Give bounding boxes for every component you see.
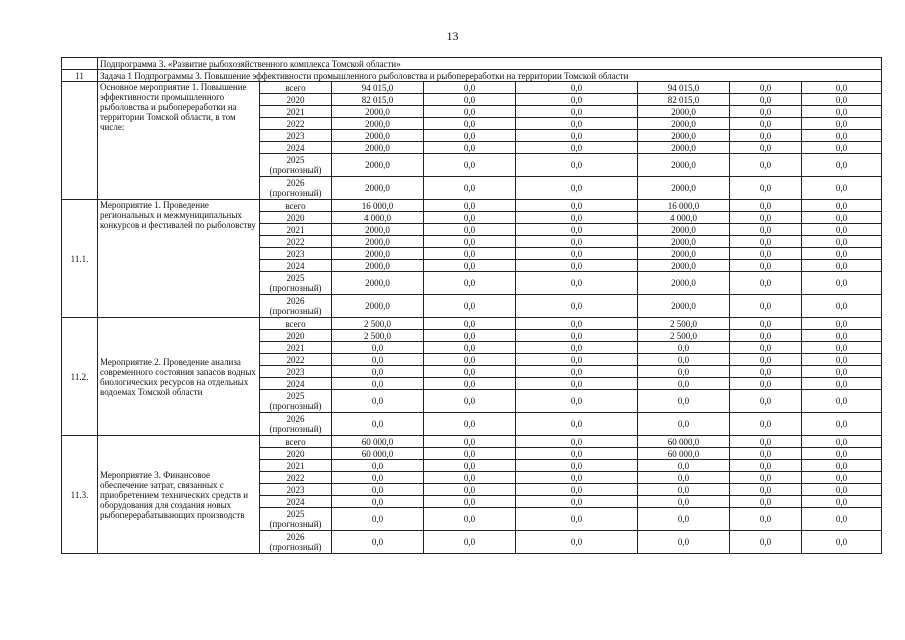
- period-cell: 2023: [260, 366, 332, 378]
- amount-cell: 0,0: [424, 212, 516, 224]
- amount-cell: 60 000,0: [332, 436, 424, 448]
- amount-cell: 2000,0: [638, 130, 730, 142]
- amount-cell: 2000,0: [332, 272, 424, 295]
- amount-cell: 0,0: [424, 390, 516, 413]
- period-cell: всего: [260, 318, 332, 330]
- amount-cell: 0,0: [516, 154, 638, 177]
- amount-cell: 2000,0: [638, 177, 730, 200]
- amount-cell: 0,0: [802, 496, 882, 508]
- period-cell: 2026 (прогнозный): [260, 531, 332, 554]
- amount-cell: 2000,0: [638, 142, 730, 154]
- amount-cell: 0,0: [424, 130, 516, 142]
- amount-cell: 0,0: [730, 272, 802, 295]
- period-cell: 2025 (прогнозный): [260, 272, 332, 295]
- amount-cell: 0,0: [730, 448, 802, 460]
- block-title: Мероприятие 3. Финансовое обеспечение затрат, связанных с приобретением технических средств и оборудования для создания новых рыбоперерабатывающих производств: [98, 436, 260, 554]
- amount-cell: 0,0: [332, 354, 424, 366]
- amount-cell: 2000,0: [638, 272, 730, 295]
- amount-cell: 0,0: [424, 248, 516, 260]
- period-cell: 2024: [260, 260, 332, 272]
- block-title: Мероприятие 2. Проведение анализа современного состояния запасов водных биологических ресурсов на отдельных водоемах Томской области: [98, 318, 260, 436]
- amount-cell: 60 000,0: [638, 448, 730, 460]
- amount-cell: 0,0: [730, 436, 802, 448]
- amount-cell: 0,0: [802, 378, 882, 390]
- amount-cell: 0,0: [730, 212, 802, 224]
- amount-cell: 0,0: [730, 378, 802, 390]
- amount-cell: 0,0: [516, 130, 638, 142]
- table-row: [62, 436, 882, 448]
- period-cell: 2022: [260, 472, 332, 484]
- amount-cell: 0,0: [802, 436, 882, 448]
- amount-cell: 0,0: [516, 378, 638, 390]
- amount-cell: 0,0: [516, 484, 638, 496]
- amount-cell: 0,0: [516, 142, 638, 154]
- amount-cell: 0,0: [516, 318, 638, 330]
- period-cell: 2020: [260, 94, 332, 106]
- amount-cell: 0,0: [424, 330, 516, 342]
- amount-cell: 0,0: [730, 390, 802, 413]
- amount-cell: 0,0: [730, 260, 802, 272]
- amount-cell: 0,0: [332, 460, 424, 472]
- amount-cell: 0,0: [516, 177, 638, 200]
- amount-cell: 0,0: [730, 342, 802, 354]
- amount-cell: 0,0: [802, 484, 882, 496]
- amount-cell: 2000,0: [638, 154, 730, 177]
- period-cell: 2021: [260, 224, 332, 236]
- period-cell: 2020: [260, 330, 332, 342]
- table-row: [62, 200, 882, 212]
- amount-cell: 0,0: [424, 142, 516, 154]
- amount-cell: 16 000,0: [332, 200, 424, 212]
- amount-cell: 0,0: [516, 460, 638, 472]
- amount-cell: 0,0: [332, 508, 424, 531]
- amount-cell: 82 015,0: [638, 94, 730, 106]
- amount-cell: 0,0: [802, 260, 882, 272]
- amount-cell: 0,0: [802, 390, 882, 413]
- amount-cell: 0,0: [730, 484, 802, 496]
- amount-cell: 0,0: [730, 236, 802, 248]
- amount-cell: 0,0: [638, 342, 730, 354]
- period-cell: 2023: [260, 130, 332, 142]
- amount-cell: 2 500,0: [332, 330, 424, 342]
- amount-cell: 0,0: [516, 295, 638, 318]
- amount-cell: 0,0: [730, 472, 802, 484]
- amount-cell: 0,0: [424, 496, 516, 508]
- block-number: 11.1.: [62, 200, 98, 318]
- block-title: Мероприятие 1. Проведение региональных и межмуниципальных конкурсов и фестивалей по рыболовству: [98, 200, 260, 318]
- amount-cell: 0,0: [730, 154, 802, 177]
- amount-cell: 0,0: [638, 366, 730, 378]
- amount-cell: 2000,0: [638, 236, 730, 248]
- amount-cell: 0,0: [730, 508, 802, 531]
- amount-cell: 0,0: [802, 224, 882, 236]
- amount-cell: 0,0: [730, 94, 802, 106]
- amount-cell: 0,0: [802, 106, 882, 118]
- amount-cell: 0,0: [802, 460, 882, 472]
- amount-cell: 0,0: [730, 130, 802, 142]
- period-cell: 2023: [260, 248, 332, 260]
- period-cell: 2025 (прогнозный): [260, 154, 332, 177]
- amount-cell: 0,0: [802, 448, 882, 460]
- period-cell: 2026 (прогнозный): [260, 413, 332, 436]
- task-title: Задача 1 Подпрограммы 3. Повышение эффективности промышленного рыболовства и рыбопереработки на территории Томской области: [98, 70, 882, 82]
- amount-cell: 0,0: [424, 508, 516, 531]
- amount-cell: 0,0: [730, 118, 802, 130]
- period-cell: 2024: [260, 142, 332, 154]
- amount-cell: 2000,0: [638, 295, 730, 318]
- amount-cell: 0,0: [802, 248, 882, 260]
- amount-cell: 0,0: [802, 330, 882, 342]
- period-cell: 2022: [260, 354, 332, 366]
- amount-cell: 2000,0: [332, 106, 424, 118]
- amount-cell: 0,0: [516, 508, 638, 531]
- amount-cell: 0,0: [516, 354, 638, 366]
- amount-cell: 0,0: [802, 272, 882, 295]
- amount-cell: 0,0: [516, 330, 638, 342]
- amount-cell: 0,0: [424, 236, 516, 248]
- amount-cell: 0,0: [424, 366, 516, 378]
- amount-cell: 0,0: [638, 484, 730, 496]
- amount-cell: 4 000,0: [332, 212, 424, 224]
- period-cell: 2023: [260, 484, 332, 496]
- period-cell: всего: [260, 436, 332, 448]
- amount-cell: 0,0: [638, 413, 730, 436]
- amount-cell: 0,0: [802, 177, 882, 200]
- amount-cell: 0,0: [730, 224, 802, 236]
- amount-cell: 0,0: [638, 496, 730, 508]
- period-cell: 2021: [260, 460, 332, 472]
- amount-cell: 0,0: [802, 82, 882, 94]
- amount-cell: 16 000,0: [638, 200, 730, 212]
- amount-cell: 0,0: [730, 354, 802, 366]
- amount-cell: 0,0: [424, 484, 516, 496]
- period-cell: 2021: [260, 342, 332, 354]
- amount-cell: 0,0: [332, 366, 424, 378]
- amount-cell: 0,0: [802, 118, 882, 130]
- amount-cell: 0,0: [332, 342, 424, 354]
- amount-cell: 0,0: [516, 236, 638, 248]
- amount-cell: 0,0: [424, 436, 516, 448]
- amount-cell: 2 500,0: [332, 318, 424, 330]
- table-body: [62, 58, 882, 554]
- block-number: 11.2.: [62, 318, 98, 436]
- amount-cell: 4 000,0: [638, 212, 730, 224]
- table-row: [62, 318, 882, 330]
- amount-cell: 0,0: [516, 342, 638, 354]
- amount-cell: 0,0: [730, 460, 802, 472]
- amount-cell: 0,0: [802, 342, 882, 354]
- amount-cell: 0,0: [516, 248, 638, 260]
- period-cell: всего: [260, 82, 332, 94]
- amount-cell: 94 015,0: [332, 82, 424, 94]
- amount-cell: 2000,0: [332, 295, 424, 318]
- amount-cell: 0,0: [424, 82, 516, 94]
- amount-cell: 0,0: [516, 390, 638, 413]
- amount-cell: 0,0: [730, 413, 802, 436]
- amount-cell: 0,0: [730, 496, 802, 508]
- period-cell: всего: [260, 200, 332, 212]
- amount-cell: 0,0: [730, 295, 802, 318]
- amount-cell: 2000,0: [638, 118, 730, 130]
- amount-cell: 2000,0: [332, 248, 424, 260]
- amount-cell: 0,0: [332, 531, 424, 554]
- amount-cell: 0,0: [730, 82, 802, 94]
- amount-cell: 0,0: [730, 366, 802, 378]
- amount-cell: 0,0: [802, 354, 882, 366]
- amount-cell: 0,0: [638, 378, 730, 390]
- amount-cell: 0,0: [424, 94, 516, 106]
- amount-cell: 0,0: [424, 260, 516, 272]
- period-cell: 2024: [260, 378, 332, 390]
- amount-cell: 2000,0: [332, 154, 424, 177]
- period-cell: 2024: [260, 496, 332, 508]
- amount-cell: 0,0: [638, 472, 730, 484]
- amount-cell: 0,0: [802, 212, 882, 224]
- amount-cell: 0,0: [730, 248, 802, 260]
- amount-cell: 2 500,0: [638, 330, 730, 342]
- amount-cell: 2000,0: [332, 130, 424, 142]
- amount-cell: 0,0: [730, 318, 802, 330]
- amount-cell: 0,0: [424, 460, 516, 472]
- amount-cell: 0,0: [730, 330, 802, 342]
- amount-cell: 0,0: [424, 378, 516, 390]
- amount-cell: 0,0: [424, 118, 516, 130]
- amount-cell: 0,0: [516, 212, 638, 224]
- amount-cell: 2000,0: [638, 224, 730, 236]
- amount-cell: 0,0: [332, 378, 424, 390]
- amount-cell: 60 000,0: [638, 436, 730, 448]
- amount-cell: 0,0: [424, 177, 516, 200]
- amount-cell: 0,0: [730, 106, 802, 118]
- amount-cell: 0,0: [802, 366, 882, 378]
- amount-cell: 0,0: [332, 413, 424, 436]
- amount-cell: 60 000,0: [332, 448, 424, 460]
- amount-cell: 0,0: [802, 142, 882, 154]
- amount-cell: 0,0: [516, 200, 638, 212]
- amount-cell: 0,0: [730, 142, 802, 154]
- amount-cell: 0,0: [516, 436, 638, 448]
- amount-cell: 0,0: [802, 200, 882, 212]
- amount-cell: 0,0: [802, 472, 882, 484]
- amount-cell: 0,0: [424, 531, 516, 554]
- amount-cell: 2 500,0: [638, 318, 730, 330]
- amount-cell: 82 015,0: [332, 94, 424, 106]
- amount-cell: 0,0: [802, 295, 882, 318]
- amount-cell: 0,0: [638, 354, 730, 366]
- amount-cell: 0,0: [516, 531, 638, 554]
- amount-cell: 0,0: [424, 295, 516, 318]
- amount-cell: 0,0: [638, 531, 730, 554]
- amount-cell: 2000,0: [332, 118, 424, 130]
- amount-cell: 2000,0: [638, 260, 730, 272]
- period-cell: 2021: [260, 106, 332, 118]
- amount-cell: 94 015,0: [638, 82, 730, 94]
- table-row: [62, 82, 882, 94]
- amount-cell: 0,0: [424, 272, 516, 295]
- amount-cell: 0,0: [730, 531, 802, 554]
- amount-cell: 0,0: [516, 413, 638, 436]
- amount-cell: 0,0: [802, 318, 882, 330]
- amount-cell: 0,0: [332, 472, 424, 484]
- amount-cell: 0,0: [516, 496, 638, 508]
- amount-cell: 0,0: [802, 508, 882, 531]
- amount-cell: 0,0: [424, 106, 516, 118]
- amount-cell: 0,0: [332, 484, 424, 496]
- amount-cell: 0,0: [516, 106, 638, 118]
- amount-cell: 0,0: [516, 448, 638, 460]
- period-cell: 2022: [260, 236, 332, 248]
- amount-cell: 0,0: [424, 318, 516, 330]
- subprogram-num-cell: [62, 58, 98, 70]
- period-cell: 2025 (прогнозный): [260, 508, 332, 531]
- amount-cell: 0,0: [638, 508, 730, 531]
- amount-cell: 0,0: [424, 413, 516, 436]
- amount-cell: 2000,0: [332, 224, 424, 236]
- amount-cell: 0,0: [424, 200, 516, 212]
- amount-cell: 2000,0: [638, 106, 730, 118]
- amount-cell: 0,0: [424, 472, 516, 484]
- amount-cell: 0,0: [516, 260, 638, 272]
- period-cell: 2026 (прогнозный): [260, 295, 332, 318]
- amount-cell: 0,0: [638, 390, 730, 413]
- subprogram-row: [62, 58, 882, 70]
- amount-cell: 0,0: [424, 342, 516, 354]
- amount-cell: 0,0: [802, 154, 882, 177]
- period-cell: 2020: [260, 448, 332, 460]
- amount-cell: 2000,0: [332, 236, 424, 248]
- amount-cell: 2000,0: [332, 260, 424, 272]
- period-cell: 2025 (прогнозный): [260, 390, 332, 413]
- amount-cell: 0,0: [802, 531, 882, 554]
- block-title: Основное мероприятие 1. Повышение эффективности промышленного рыболовства и рыбопереработки на территории Томской области, в том числе:: [98, 82, 260, 200]
- task-row: [62, 70, 882, 82]
- amount-cell: 0,0: [802, 94, 882, 106]
- period-cell: 2020: [260, 212, 332, 224]
- amount-cell: 2000,0: [332, 177, 424, 200]
- amount-cell: 0,0: [730, 200, 802, 212]
- amount-cell: 0,0: [516, 366, 638, 378]
- block-number: 11.3.: [62, 436, 98, 554]
- amount-cell: 0,0: [424, 224, 516, 236]
- task-num: 11: [62, 70, 98, 82]
- period-cell: 2026 (прогнозный): [260, 177, 332, 200]
- amount-cell: 0,0: [730, 177, 802, 200]
- subprogram-title: Подпрограмма 3. «Развитие рыбохозяйственного комплекса Томской области»: [98, 58, 882, 70]
- block-number: [62, 82, 98, 200]
- amount-cell: 0,0: [638, 460, 730, 472]
- amount-cell: 0,0: [332, 496, 424, 508]
- amount-cell: 0,0: [424, 448, 516, 460]
- amount-cell: 0,0: [516, 94, 638, 106]
- amount-cell: 0,0: [516, 272, 638, 295]
- amount-cell: 0,0: [516, 224, 638, 236]
- amount-cell: 2000,0: [332, 142, 424, 154]
- amount-cell: 0,0: [516, 82, 638, 94]
- amount-cell: 0,0: [802, 236, 882, 248]
- amount-cell: 0,0: [516, 118, 638, 130]
- amount-cell: 0,0: [424, 154, 516, 177]
- amount-cell: 0,0: [802, 413, 882, 436]
- page-number: 13: [446, 29, 459, 43]
- amount-cell: 0,0: [332, 390, 424, 413]
- amount-cell: 0,0: [802, 130, 882, 142]
- amount-cell: 0,0: [516, 472, 638, 484]
- period-cell: 2022: [260, 118, 332, 130]
- amount-cell: 2000,0: [638, 248, 730, 260]
- budget-table: [61, 57, 882, 554]
- amount-cell: 0,0: [424, 354, 516, 366]
